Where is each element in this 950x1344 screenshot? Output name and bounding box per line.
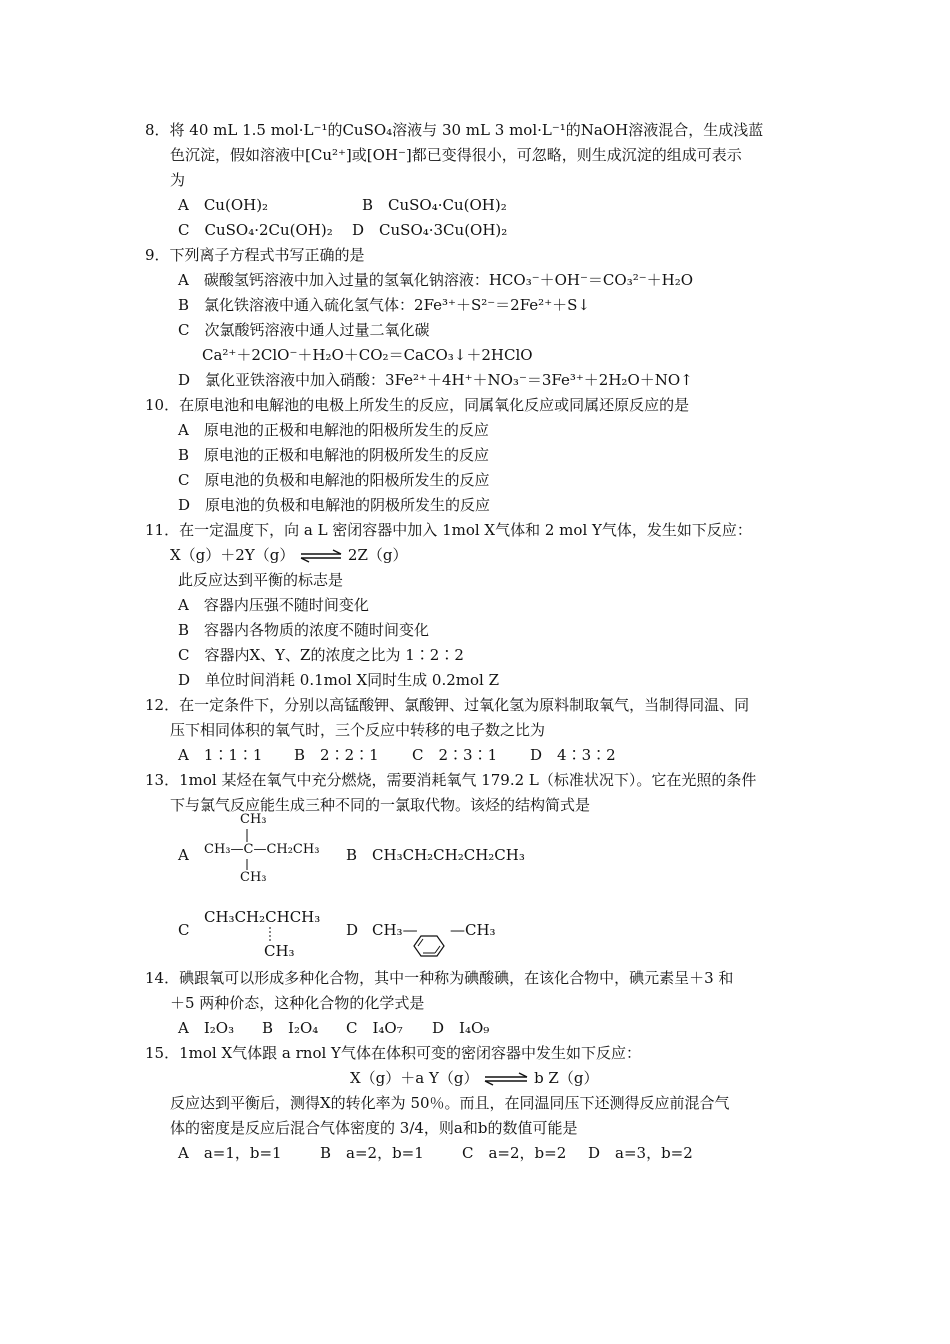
q15-option-d: D a=3，b=2 — [588, 1144, 693, 1162]
q12-stem-line2: 压下相同体积的氧气时，三个反应中转移的电子数之比为 — [170, 721, 546, 739]
q13-c-branch-methyl: CH₃ — [264, 942, 295, 960]
q13-a-main-chain: CH₃—C—CH₂CH₃ — [204, 842, 320, 857]
q14-option-a: A I₂O₃ — [178, 1019, 235, 1037]
q8-option-c: C CuSO₄·2Cu(OH)₂ — [178, 221, 333, 239]
q13-c-main-chain: CH₃CH₂CHCH₃ — [204, 908, 321, 926]
q10-option-b: B 原电池的正极和电解池的阴极所发生的反应 — [178, 446, 490, 464]
q14-option-b: B I₂O₄ — [262, 1019, 319, 1037]
q13-a-bonds-icon — [204, 812, 334, 887]
q11-option-d: D 单位时间消耗 0.1mol X同时生成 0.2mol Z — [178, 671, 500, 689]
q9-option-b: B 氯化铁溶液中通入硫化氢气体：2Fe³⁺＋S²⁻＝2Fe²⁺＋S↓ — [178, 296, 590, 314]
q14-option-d: D I₄O₉ — [432, 1019, 490, 1037]
q15-option-c: C a=2，b=2 — [462, 1144, 567, 1162]
q9-option-c-equation: Ca²⁺＋2ClO⁻＋H₂O＋CO₂＝CaCO₃↓＋2HClO — [202, 346, 533, 364]
q15-line2: 反应达到平衡后，测得X的转化率为 50％。而且，在同温同压下还测得反应前混合气 — [170, 1094, 730, 1112]
q8-option-d: D CuSO₄·3Cu(OH)₂ — [352, 221, 508, 239]
q15-equation-right: b Z（g） — [534, 1069, 599, 1087]
q13-option-b: B CH₃CH₂CH₂CH₂CH₃ — [346, 846, 525, 864]
q13-a-bottom-methyl: CH₃ — [240, 870, 267, 885]
q15-line3: 体的密度是反应后混合气体密度的 3/4，则a和b的数值可能是 — [170, 1119, 578, 1137]
q11-option-a: A 容器内压强不随时间变化 — [178, 596, 369, 614]
q12-option-b: B 2∶2∶1 — [294, 746, 379, 764]
q11-option-b: B 容器内各物质的浓度不随时间变化 — [178, 621, 430, 639]
q8-option-b: B CuSO₄·Cu(OH)₂ — [362, 196, 507, 214]
q8-stem-line2: 色沉淀，假如溶液中[Cu²⁺]或[OH⁻]都已变得很小，可忽略，则生成沉淀的组成可表示 — [170, 146, 742, 164]
q11-equation — [170, 545, 407, 565]
q11-option-c: C 容器内X、Y、Z的浓度之比为 1∶2∶2 — [178, 646, 464, 664]
q15-stem: 15．1mol X气体跟 a rnol Y气体在体积可变的密闭容器中发生如下反应： — [145, 1044, 641, 1062]
q8-option-a: A Cu(OH)₂ — [178, 196, 269, 214]
q11-equation-right: 2Z（g） — [347, 546, 408, 564]
q15-option-a: A a=1，b=1 — [178, 1144, 282, 1162]
q15-equation — [350, 1068, 598, 1088]
q11-stem: 11．在一定温度下，向 a L 密闭容器中加入 1mol X气体和 2 mol Y气体，发生如下反应： — [145, 521, 752, 539]
equilibrium-arrow-icon — [299, 550, 343, 562]
q13-c-bond-icon — [204, 908, 324, 960]
q15-equation-left: X（g）＋a Y（g） — [350, 1069, 479, 1087]
q14-option-c: C I₄O₇ — [346, 1019, 403, 1037]
q8-stem-line1: 8．将 40 mL 1.5 mol·L⁻¹的CuSO₄溶液与 30 mL 3 mol·L⁻¹的NaOH溶液混合，生成浅蓝 — [145, 121, 764, 139]
q9-option-c: C 次氯酸钙溶液中通人过量二氧化碳 — [178, 321, 430, 339]
q13-a-top-methyl: CH₃ — [240, 812, 267, 827]
q13-option-a-structure — [204, 812, 334, 887]
q10-option-d: D 原电池的负极和电解池的阴极所发生的反应 — [178, 496, 491, 514]
q12-option-c: C 2∶3∶1 — [412, 746, 498, 764]
q13-option-c-structure — [204, 908, 324, 960]
q9-stem: 9．下列离子方程式书写正确的是 — [145, 246, 365, 264]
q13-d-right-methyl: —CH₃ — [450, 921, 496, 939]
q13-stem-line1: 13．1mol 某烃在氧气中充分燃烧，需要消耗氧气 179.2 L（标准状况下）。它在光照的条件 — [145, 771, 757, 789]
q13-option-c-label: C — [178, 921, 190, 939]
q10-option-c: C 原电池的负极和电解池的阳极所发生的反应 — [178, 471, 490, 489]
q15-option-b: B a=2，b=1 — [320, 1144, 424, 1162]
q12-option-a: A 1∶1∶1 — [178, 746, 263, 764]
q13-d-left-methyl: CH₃— — [372, 921, 418, 939]
q13-option-d-label: D — [346, 921, 359, 939]
benzene-ring-icon — [404, 933, 454, 959]
q12-option-d: D 4∶3∶2 — [530, 746, 616, 764]
q9-option-a: A 碳酸氢钙溶液中加入过量的氢氧化钠溶液：HCO₃⁻＋OH⁻＝CO₃²⁻＋H₂O — [178, 271, 694, 289]
q14-stem-line2: ＋5 两种价态，这种化合物的化学式是 — [170, 994, 425, 1012]
q12-stem-line1: 12．在一定条件下，分别以高锰酸钾、氯酸钾、过氧化氢为原料制取氧气，当制得同温、同 — [145, 696, 750, 714]
q9-option-d: D 氯化亚铁溶液中加入硝酸：3Fe²⁺＋4H⁺＋NO₃⁻＝3Fe³⁺＋2H₂O＋NO↑ — [178, 371, 693, 389]
q8-stem-line3: 为 — [170, 171, 186, 189]
q14-stem-line1: 14．碘跟氧可以形成多种化合物，其中一种称为碘酸碘，在该化合物中，碘元素呈＋3 和 — [145, 969, 734, 987]
q13-option-a-label: A — [178, 846, 189, 864]
equilibrium-arrow-icon — [483, 1073, 529, 1085]
q10-stem: 10．在原电池和电解池的电极上所发生的反应，同属氧化反应或同属还原反应的是 — [145, 396, 690, 414]
q11-equation-left: X（g）＋2Y（g） — [170, 546, 295, 564]
q10-option-a: A 原电池的正极和电解池的阳极所发生的反应 — [178, 421, 489, 439]
q11-substem: 此反应达到平衡的标志是 — [178, 571, 344, 589]
q13-stem-line2: 下与氯气反应能生成三种不同的一氯取代物。该烃的结构简式是 — [170, 796, 591, 814]
